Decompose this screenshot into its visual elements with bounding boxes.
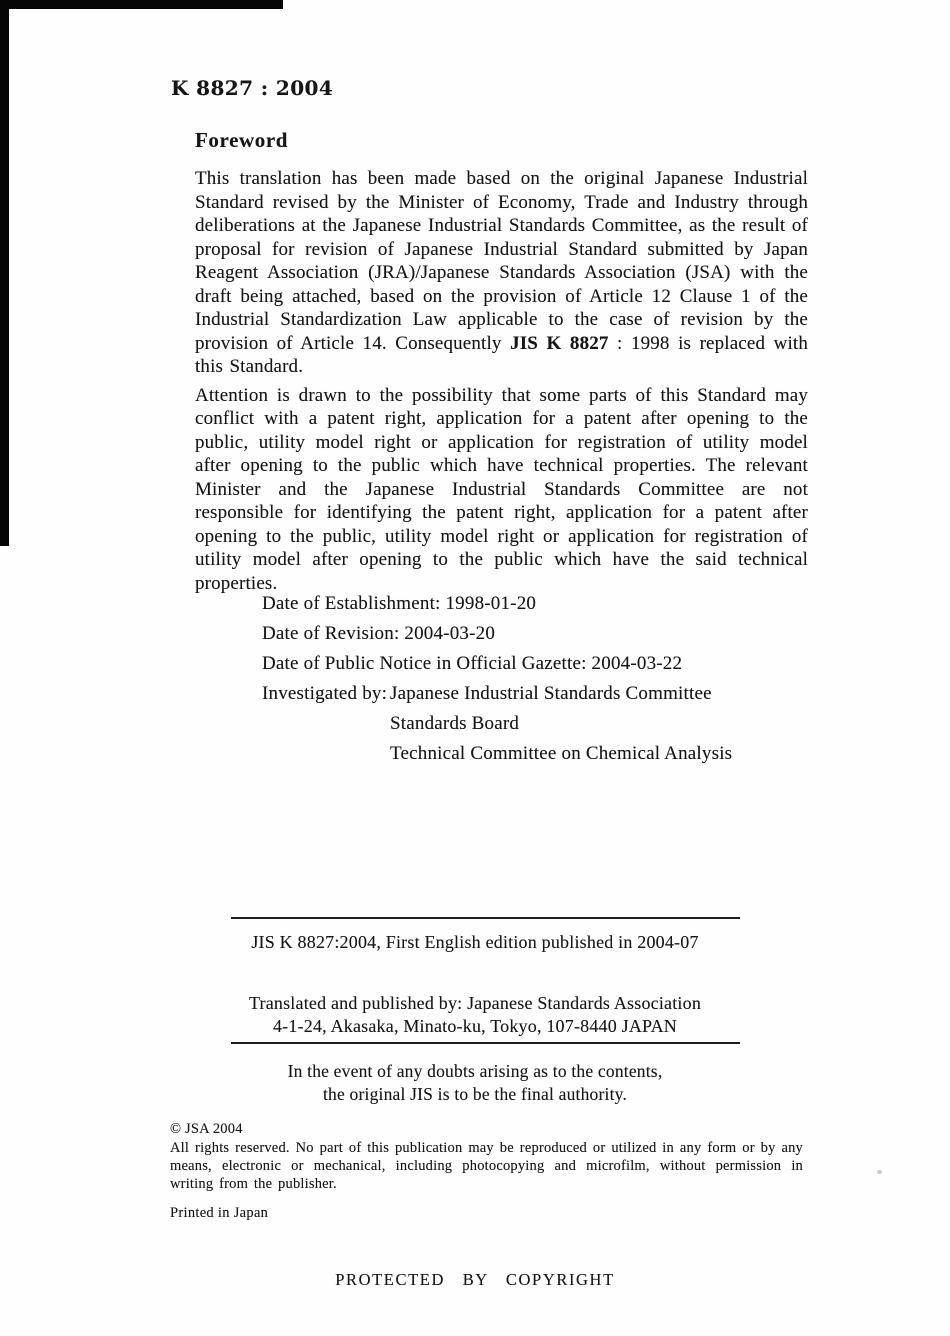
revision-date-line: Date of Revision: 2004-03-20 — [262, 623, 496, 644]
standard-reference-bold: JIS K 8827 — [510, 332, 609, 354]
divider-rule-bottom — [231, 1042, 740, 1044]
publisher-address: 4-1-24, Akasaka, Minato-ku, Tokyo, 107-8440 JAPAN — [272, 1016, 678, 1036]
foreword-paragraph-2: Attention is drawn to the possibility that some parts of this Standard may conflict with a patent right, application for a patent after opening to the public, utility model right or application for registration of utility model after opening to the public which have technical properties. The relevant Minister and the Japanese Industrial Standards Committee are not responsible for identifying the patent right, application for a patent after opening to the public, utility model right or application for registration of utility model after opening to the public which have the said technical properties. — [195, 384, 808, 594]
publisher-block — [165, 992, 785, 1038]
paragraph-1-text-after: : 1998 is replaced with this Standard. — [195, 332, 809, 377]
scan-left-edge-artifact — [0, 0, 9, 546]
investigated-by-lines — [390, 679, 732, 769]
investigated-by-standards-board: Standards Board — [390, 713, 520, 734]
printed-in-japan: Printed in Japan — [170, 1205, 269, 1221]
protected-by-copyright-footer: PROTECTED BY COPYRIGHT — [335, 1270, 615, 1289]
doubts-note-line-1: In the event of any doubts arising as to the contents, — [287, 1061, 663, 1081]
doubts-note — [165, 1060, 785, 1105]
doubts-note-line-2: the original JIS is to be the final authority. — [322, 1083, 628, 1104]
standard-record-block — [262, 589, 732, 769]
scan-top-edge-artifact — [0, 0, 283, 9]
establishment-date-line: Date of Establishment: 1998-01-20 — [262, 593, 537, 614]
divider-rule-top — [231, 917, 740, 919]
edition-note: JIS K 8827:2004, First English edition published in 2004-07 — [251, 932, 699, 952]
scan-speck-artifact — [877, 1170, 882, 1174]
rights-notice: All rights reserved. No part of this publication may be reproduced or utilized in any form or by any means, electronic or mechanical, including photocopying and microfilm, without permission in writing from the publisher. — [170, 1140, 803, 1192]
publisher-line: Translated and published by: Japanese Standards Association — [248, 993, 702, 1013]
investigated-by-committee: Japanese Industrial Standards Committee — [390, 683, 712, 704]
foreword-paragraph-1 — [195, 167, 808, 379]
paragraph-1-text-before: This translation has been made based on the original Japanese Industrial Standard revised by the Minister of Economy, Trade and Industry through deliberations at the Japanese Industrial Standards Committee, as the result of proposal for revision of Japanese Industrial Standard submitted by Japan Reagent Association (JRA)/Japanese Standards Association (JSA) with the draft being attached, based on the provision of Article 12 Clause 1 of the Industrial Standardization Law applicable to the case of revision by the provision of Article 14. Consequently — [195, 168, 808, 354]
foreword-body — [195, 167, 808, 595]
foreword-heading: Foreword — [195, 128, 289, 152]
investigated-by-label: Investigated by: — [262, 683, 388, 704]
investigated-by-technical-committee: Technical Committee on Chemical Analysis — [390, 743, 733, 764]
investigated-by-row — [262, 679, 732, 769]
document-number: K 8827 : 2004 — [171, 76, 334, 100]
copyright-symbol-line: © JSA 2004 — [170, 1121, 243, 1137]
public-notice-date-line: Date of Public Notice in Official Gazette: 2004-03-22 — [262, 653, 683, 674]
